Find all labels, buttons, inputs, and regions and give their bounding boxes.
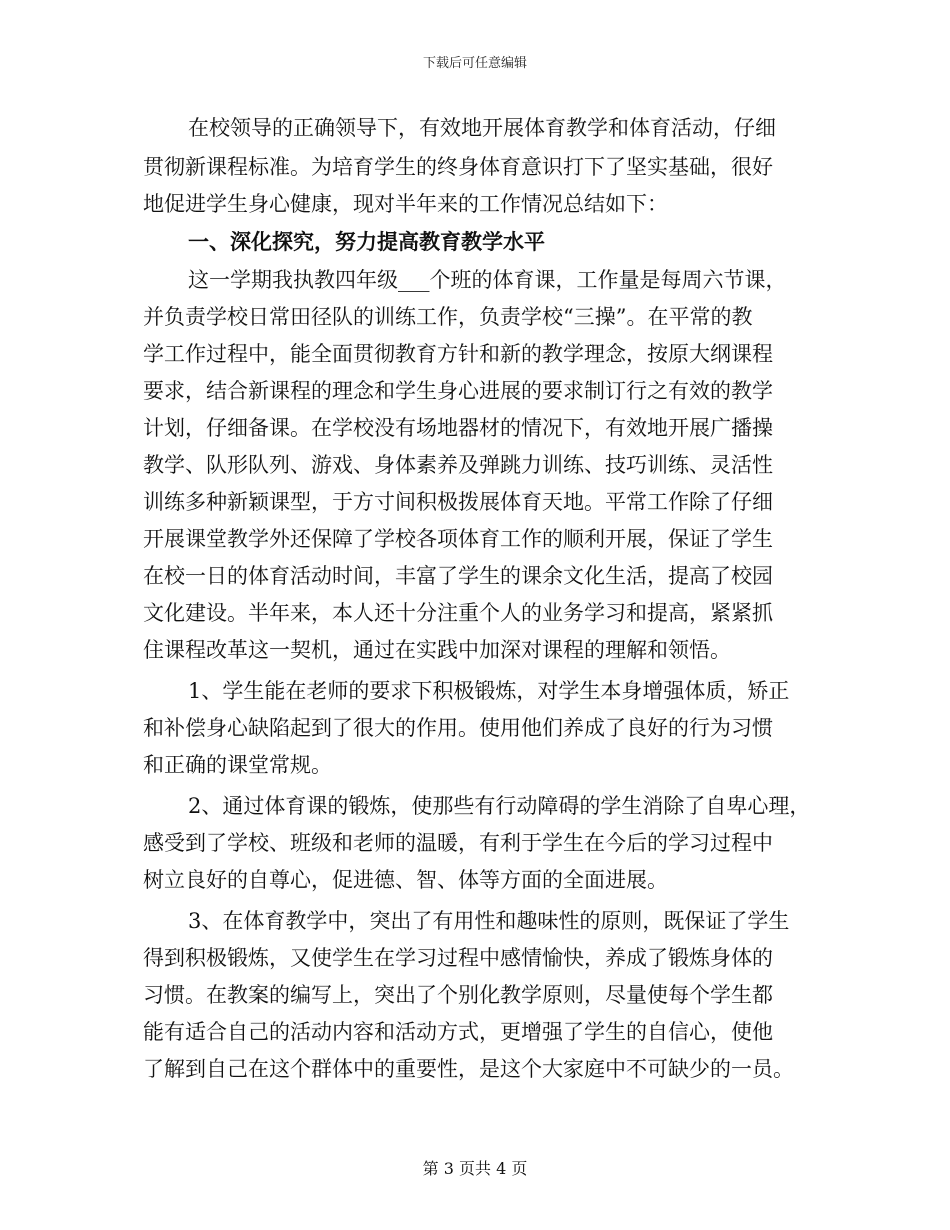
paragraph-line: 文化建设。半年来，本人还十分注重个人的业务学习和提高，紧紧抓	[143, 601, 773, 625]
paragraph-line: 贯彻新课程标准。为培育学生的终身体育意识打下了坚实基础，很好	[143, 155, 773, 179]
paragraph-line: 开展课堂教学外还保障了学校各项体育工作的顺利开展，保证了学生	[143, 527, 773, 551]
section-heading: 一、深化探究，努力提高教育教学水平	[188, 229, 545, 254]
page-footer: 第 3 页共 4 页	[422, 1159, 528, 1178]
paragraph-line: 在校领导的正确领导下，有效地开展体育教学和体育活动，仔细	[188, 116, 776, 140]
paragraph-line: 能有适合自己的活动内容和活动方式，更增强了学生的自信心，使他	[143, 1020, 773, 1044]
paragraph-line: 习惯。在教案的编写上，突出了个别化教学原则，尽量使每个学生都	[143, 983, 773, 1007]
paragraph-line: 了解到自己在这个群体中的重要性，是这个大家庭中不可缺少的一员。	[143, 1057, 794, 1081]
paragraph-line: 住课程改革这一契机，通过在实践中加深对课程的理解和领悟。	[143, 638, 731, 662]
paragraph-line: 感受到了学校、班级和老师的温暖，有利于学生在今后的学习过程中	[143, 831, 773, 855]
paragraph-line: 在校一日的体育活动时间，丰富了学生的课余文化生活，提高了校园	[143, 564, 773, 588]
paragraph-line: 和补偿身心缺陷起到了很大的作用。使用他们养成了良好的行为习惯	[143, 716, 773, 740]
paragraph-line: 要求，结合新课程的理念和学生身心进展的要求制订行之有效的教学	[143, 379, 773, 403]
list-item-1: 1、学生能在老师的要求下积极锻炼，对学生本身增强体质，矫正	[188, 679, 790, 703]
paragraph-line: 和正确的课堂常规。	[143, 753, 332, 777]
paragraph-line: 学工作过程中，能全面贯彻教育方针和新的教学理念，按原大纲课程	[143, 342, 773, 366]
paragraph-line: 地促进学生身心健康，现对半年来的工作情况总结如下：	[143, 192, 668, 216]
paragraph-line: 训练多种新颖课型，于方寸间积极拨展体育天地。平常工作除了仔细	[143, 490, 773, 514]
paragraph-line: 并负责学校日常田径队的训练工作，负责学校“三操”。在平常的教	[143, 305, 753, 329]
page-header: 下载后可任意编辑	[422, 56, 527, 71]
list-item-3: 3、在体育教学中，突出了有用性和趣味性的原则，既保证了学生	[188, 909, 790, 933]
paragraph-line: 教学、队形队列、游戏、身体素养及弹跳力训练、技巧训练、灵活性	[143, 453, 773, 477]
list-item-2: 2、通过体育课的锻炼，使那些有行动障碍的学生消除了自卑心理，	[188, 794, 811, 818]
paragraph-line: 得到积极锻炼，又使学生在学习过程中感情愉快，养成了锻炼身体的	[143, 946, 773, 970]
paragraph-line: 这一学期我执教四年级___个班的体育课，工作量是每周六节课，	[188, 268, 787, 292]
paragraph-line: 计划，仔细备课。在学校没有场地器材的情况下，有效地开展广播操	[143, 416, 773, 440]
paragraph-line: 树立良好的自尊心，促进德、智、体等方面的全面进展。	[143, 868, 668, 892]
